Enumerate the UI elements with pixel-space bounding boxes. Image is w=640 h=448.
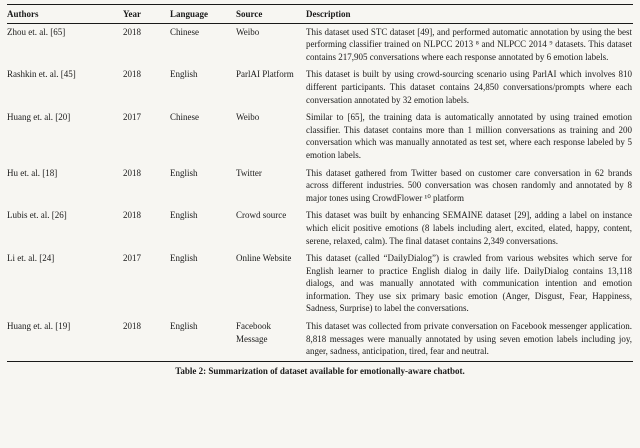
cell-description: This dataset was built by enhancing SEMAINE dataset [29], adding a label on instance which elicit positive emotions (8 labels including alert, excited, elated, happy, content, serene, relaxed, calm). The final dataset contains 2,349 conversations. [306,210,632,246]
cell-authors: Hu et. al. [18] [7,167,58,178]
cell-authors: Lubis et. al. [26] [7,210,67,221]
cell-language: Chinese [170,26,199,37]
cell-year: 2018 [123,210,141,221]
cell-source: Crowd source [236,210,287,221]
cell-year: 2018 [123,26,141,37]
cell-authors: Zhou et. al. [65] [7,26,66,37]
cell-description: This dataset (called “DailyDialog”) is crawled from various websites which serve for English learner to practice English dialog in daily life. DailyDialog contains 13,118 dialogs, and was manually annotated with communication intention and emotion information. They use six primary basic emotion (Anger, Disgust, Fear, Happiness, Sadness, Surprise) to label the conversations. [306,253,632,314]
cell-year: 2018 [123,321,141,332]
table-row [7,318,633,361]
cell-year: 2018 [123,69,141,80]
cell-description: This dataset was collected from private conversation on Facebook messenger application. 8,818 messages were manually annotated by using seven emotion labels including joy, anger, sadness, anticipation, tired, fear and neutral. [306,321,632,357]
cell-language: English [170,321,198,332]
table-row [7,23,633,66]
cell-language: English [170,167,198,178]
cell-description: Similar to [65], the training data is automatically annotated by using trained emotion classifier. This dataset contains more than 1 million conversations as training and 200 conversation which was manually annotated as test set, where each response labeled by 5 emotion labels. [306,112,632,160]
cell-language: English [170,210,198,221]
cell-authors: Huang et. al. [19] [7,321,71,332]
table-row [7,66,633,109]
cell-language: English [170,253,198,264]
col-header-source: Source [236,5,306,24]
table-row [7,207,633,250]
cell-source: ParlAI Platform [236,69,294,80]
cell-source: Weibo [236,112,260,123]
cell-year: 2017 [123,253,141,264]
col-header-authors: Authors [7,5,123,24]
cell-source: Online Website [236,253,292,264]
header-row [7,5,633,24]
cell-source: Weibo [236,26,260,37]
cell-description: This dataset gathered from Twitter based on customer care conversation in 62 brands across different industries. 500 conversation was chosen randomly and annotated by 8 major tones using CrowdFlower ¹⁰ platform [306,167,632,203]
cell-authors: Rashkin et. al. [45] [7,69,76,80]
cell-language: Chinese [170,112,199,123]
cell-description: This dataset is built by using crowd-sourcing scenario using ParlAI which involves 810 different participants. This dataset contains 24,850 conversations/prompts where each conversation annotated by 32 emotion labels. [306,69,632,105]
col-header-description: Description [306,5,633,24]
datasets-table [7,4,633,362]
cell-language: English [170,69,198,80]
col-header-language: Language [170,5,236,24]
cell-year: 2018 [123,167,141,178]
table-row [7,109,633,164]
table-caption: Table 2: Summarization of dataset available for emotionally-aware chatbot. [175,365,465,376]
cell-authors: Huang et. al. [20] [7,112,71,123]
cell-authors: Li et. al. [24] [7,253,55,264]
table-row [7,165,633,208]
table-row [7,250,633,318]
cell-year: 2017 [123,112,141,123]
col-header-year: Year [123,5,170,24]
cell-source: Twitter [236,167,262,178]
cell-description: This dataset used STC dataset [49], and performed automatic annotation by using the best performing classifier trained on NLPCC 2013 ⁸ and NLPCC 2014 ⁹ datasets. This dataset contains 217,905 conversations where each response annotated by 6 emotion labels. [306,26,632,62]
cell-source: Facebook Message [236,321,271,344]
